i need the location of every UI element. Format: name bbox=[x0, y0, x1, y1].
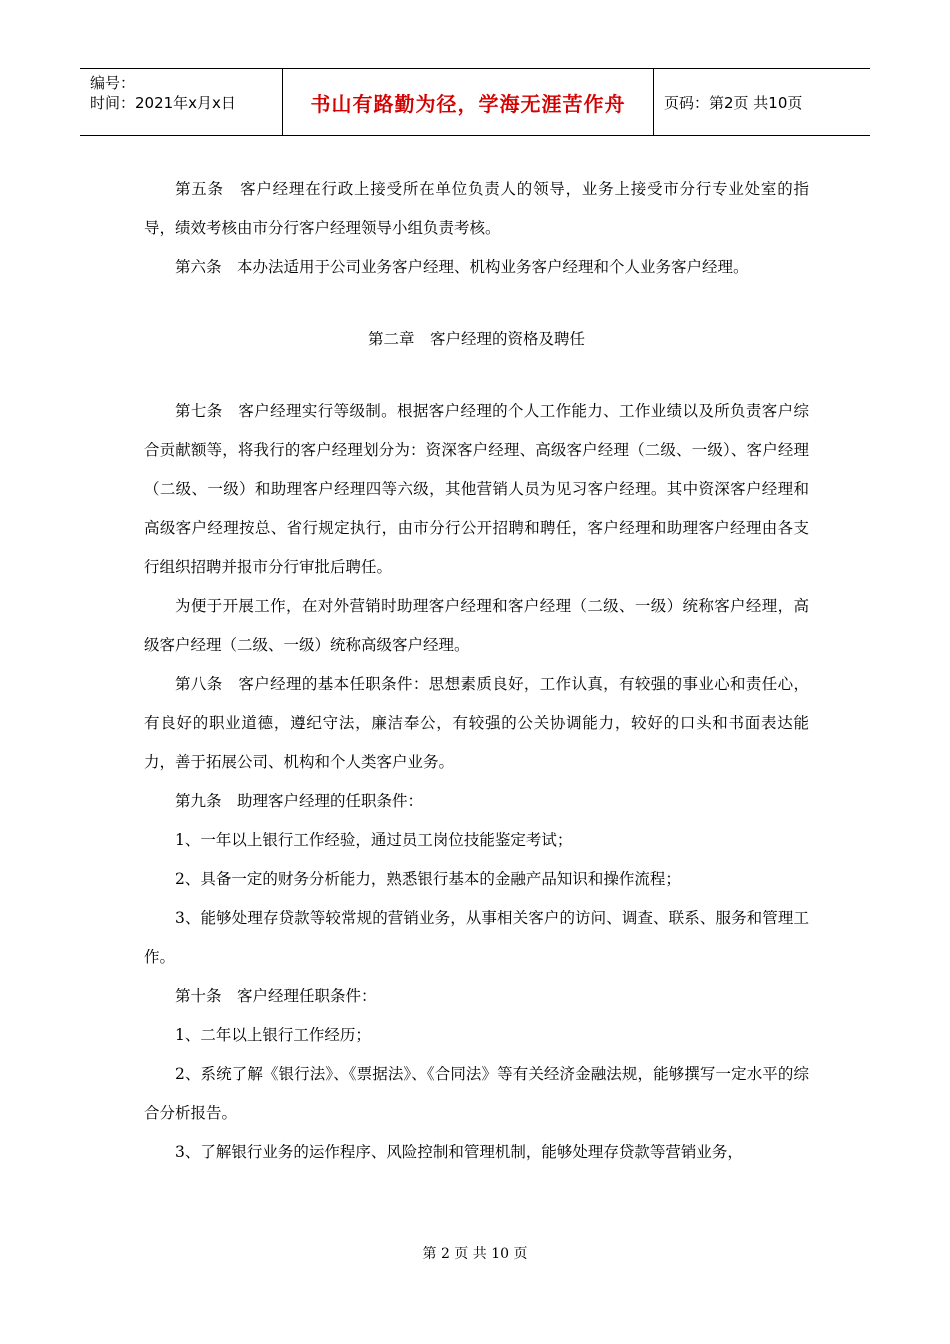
article-9: 第九条 助理客户经理的任职条件： bbox=[175, 792, 424, 810]
spacer bbox=[144, 359, 809, 392]
article-8: 第八条 客户经理的基本任职条件：思想素质良好，工作认真，有较强的事业心和责任心，有良好的职业道德，遵纪守法，廉洁奉公，有较强的公关协调能力，较好的口头和书面表达能力，善于拓展公司、机构和个人类客户业务。 bbox=[144, 675, 809, 771]
article-5: 第五条 客户经理在行政上接受所在单位负责人的领导，业务上接受市分行专业处室的指导，绩效考核由市分行客户经理领导小组负责考核。 bbox=[144, 180, 809, 237]
document-header bbox=[80, 68, 870, 136]
chapter-heading: 第二章 客户经理的资格及聘任 bbox=[367, 330, 585, 348]
article-9-item-3: 3、能够处理存贷款等较常规的营销业务，从事相关客户的访问、调查、联系、服务和管理工作。 bbox=[144, 909, 809, 966]
header-motto: 书山有路勤为径，学海无涯苦作舟 bbox=[282, 69, 654, 135]
article-7-note: 为便于开展工作，在对外营销时助理客户经理和客户经理（二级、一级）统称客户经理，高级客户经理（二级、一级）统称高级客户经理。 bbox=[144, 597, 809, 654]
article-9-item-1: 1、一年以上银行工作经验，通过员工岗位技能鉴定考试； bbox=[175, 831, 573, 849]
document-body bbox=[144, 170, 809, 1172]
article-9-item-2: 2、具备一定的财务分析能力，熟悉银行基本的金融产品知识和操作流程； bbox=[175, 870, 681, 888]
article-10-item-3: 3、了解银行业务的运作程序、风险控制和管理机制，能够处理存贷款等营销业务， bbox=[175, 1143, 743, 1161]
article-10-item-1: 1、二年以上银行工作经历； bbox=[175, 1026, 371, 1044]
header-meta bbox=[80, 69, 282, 135]
spacer bbox=[144, 287, 809, 320]
date-label: 时间：2021年x月x日 bbox=[90, 94, 236, 112]
article-10: 第十条 客户经理任职条件： bbox=[175, 987, 377, 1005]
header-page-info: 页码：第2页 共10页 bbox=[664, 93, 803, 112]
article-6: 第六条 本办法适用于公司业务客户经理、机构业务客户经理和个人业务客户经理。 bbox=[175, 258, 749, 276]
page-footer: 第 2 页 共 10 页 bbox=[422, 1246, 528, 1262]
article-10-item-2: 2、系统了解《银行法》、《票据法》、《合同法》等有关经济金融法规，能够撰写一定水平的综合分析报告。 bbox=[144, 1065, 809, 1122]
article-7: 第七条 客户经理实行等级制。根据客户经理的个人工作能力、工作业绩以及所负责客户综合贡献额等，将我行的客户经理划分为：资深客户经理、高级客户经理（二级、一级）、客户经理（二级、一级）和助理客户经理四等六级，其他营销人员为见习客户经理。其中资深客户经理和高级客户经理按总、省行规定执行，由市分行公开招聘和聘任，客户经理和助理客户经理由各支行组织招聘并报市分行审批后聘任。 bbox=[144, 402, 809, 576]
number-label: 编号： bbox=[90, 74, 136, 92]
